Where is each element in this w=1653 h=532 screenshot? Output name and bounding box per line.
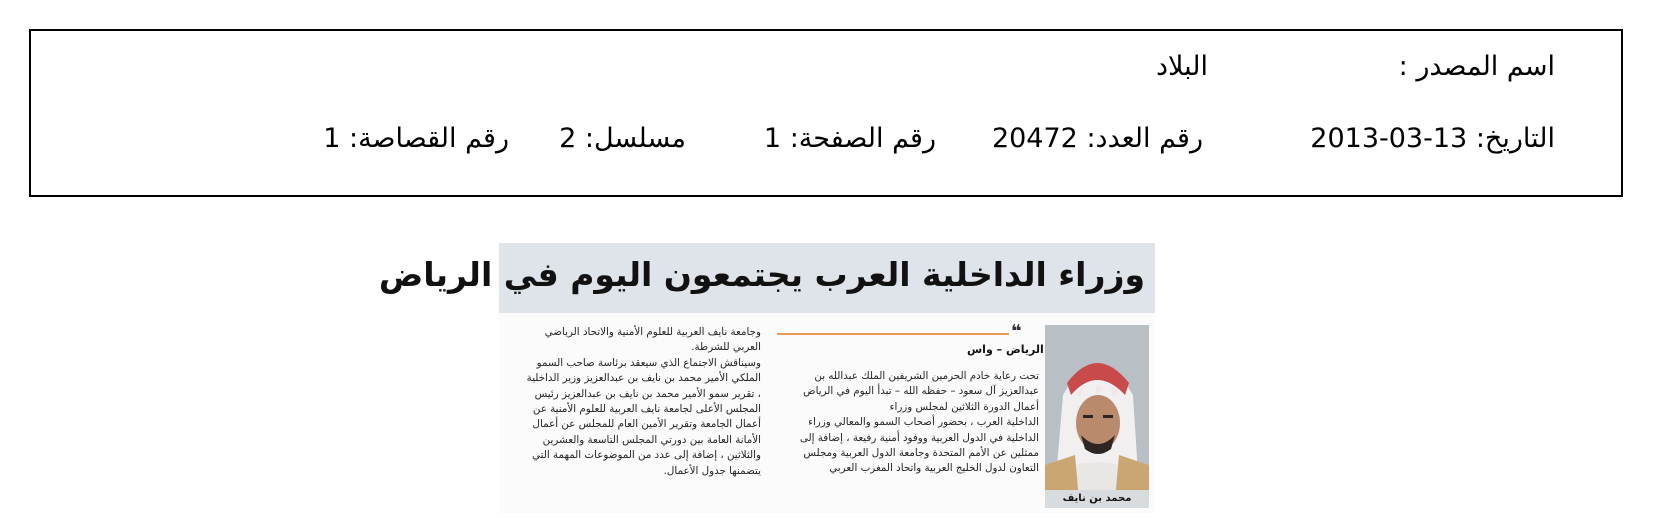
newspaper-clipping	[378, 243, 1155, 513]
quote-icon: ❝	[1011, 321, 1022, 342]
issue-field	[992, 123, 1203, 154]
text-line: المجلس الأعلى لجامعة نايف العربية للعلوم الأمنية عن	[532, 403, 761, 416]
text-line: يتضمنها جدول الأعمال.	[663, 464, 761, 477]
page-value: 1	[763, 123, 782, 154]
headline-band	[378, 243, 1155, 313]
serial-label: مسلسل:	[584, 123, 686, 154]
text-line: تحت رعاية خادم الحرمين الشريفين الملك عبدالله بن	[814, 370, 1039, 382]
text-line: العربي للشرطة.	[691, 341, 761, 354]
source-label: اسم المصدر :	[1398, 51, 1555, 82]
text-line: ممثلين عن الأمم المتحدة وجامعة الدول العربية ومجلس	[803, 447, 1039, 460]
article-column-right	[769, 369, 1039, 477]
byline-rule	[777, 333, 1009, 335]
portrait-photo	[1045, 325, 1149, 500]
text-line: والثلاثين ، إضافة إلى عدد من الموضوعات المهمة التي	[532, 449, 761, 462]
date-field	[1310, 123, 1555, 154]
issue-value: 20472	[991, 123, 1078, 154]
text-line: الأمانة العامة بين دورتي المجلس التاسعة والعشرين	[542, 433, 761, 446]
metadata-box	[29, 29, 1623, 197]
text-line: الداخلية في الدول العربية ووفود أمنية رفيعة ، إضافة إلى	[799, 431, 1039, 444]
text-line: وسيناقش الاجتماع الذي سيعقد برئاسة صاحب السمو	[536, 356, 761, 369]
article-column-left	[499, 325, 761, 479]
text-line: التعاون لدول الخليج العربية واتحاد المغرب العربي	[829, 462, 1039, 475]
text-line: أعمال الدورة الثلاثين لمجلس وزراء	[889, 400, 1039, 413]
portrait-illustration	[1045, 325, 1149, 500]
clip-label: رقم القصاصة:	[348, 123, 509, 154]
text-line: عبدالعزيز آل سعود – حفظه الله – تبدأ اليوم في الرياض	[803, 385, 1039, 398]
date-value: 2013-03-13	[1310, 123, 1468, 154]
clip-field	[323, 123, 509, 154]
text-line: وجامعة نايف العربية للعلوم الأمنية والاتحاد الرياضي	[544, 326, 761, 338]
text-line: ، تقرير سمو الأمير محمد بن نايف بن عبدالعزيز رئيس	[534, 387, 761, 400]
text-line: أعمال الجامعة وتقرير الأمين العام للمجلس عن أعمال	[532, 418, 761, 431]
source-value: البلاد	[1155, 51, 1208, 82]
clip-value: 1	[323, 123, 341, 154]
article-headline: وزراء الداخلية العرب يجتمعون اليوم في الرياض	[378, 255, 1145, 294]
serial-value: 2	[559, 123, 577, 154]
date-label: التاريخ:	[1475, 123, 1555, 154]
article-byline: الرياض – واس	[967, 343, 1044, 356]
photo-caption: محمد بن نايف	[1045, 490, 1149, 508]
issue-label: رقم العدد:	[1086, 123, 1203, 154]
page-field	[764, 123, 936, 154]
page-label: رقم الصفحة:	[789, 123, 936, 154]
text-line: الملكي الأمير محمد بن نايف بن عبدالعزيز وزير الداخلية	[526, 372, 761, 385]
text-line: الداخلية العرب ، بحضور أصحاب السمو والمعالي وزراء	[808, 416, 1039, 429]
serial-field	[559, 123, 686, 154]
